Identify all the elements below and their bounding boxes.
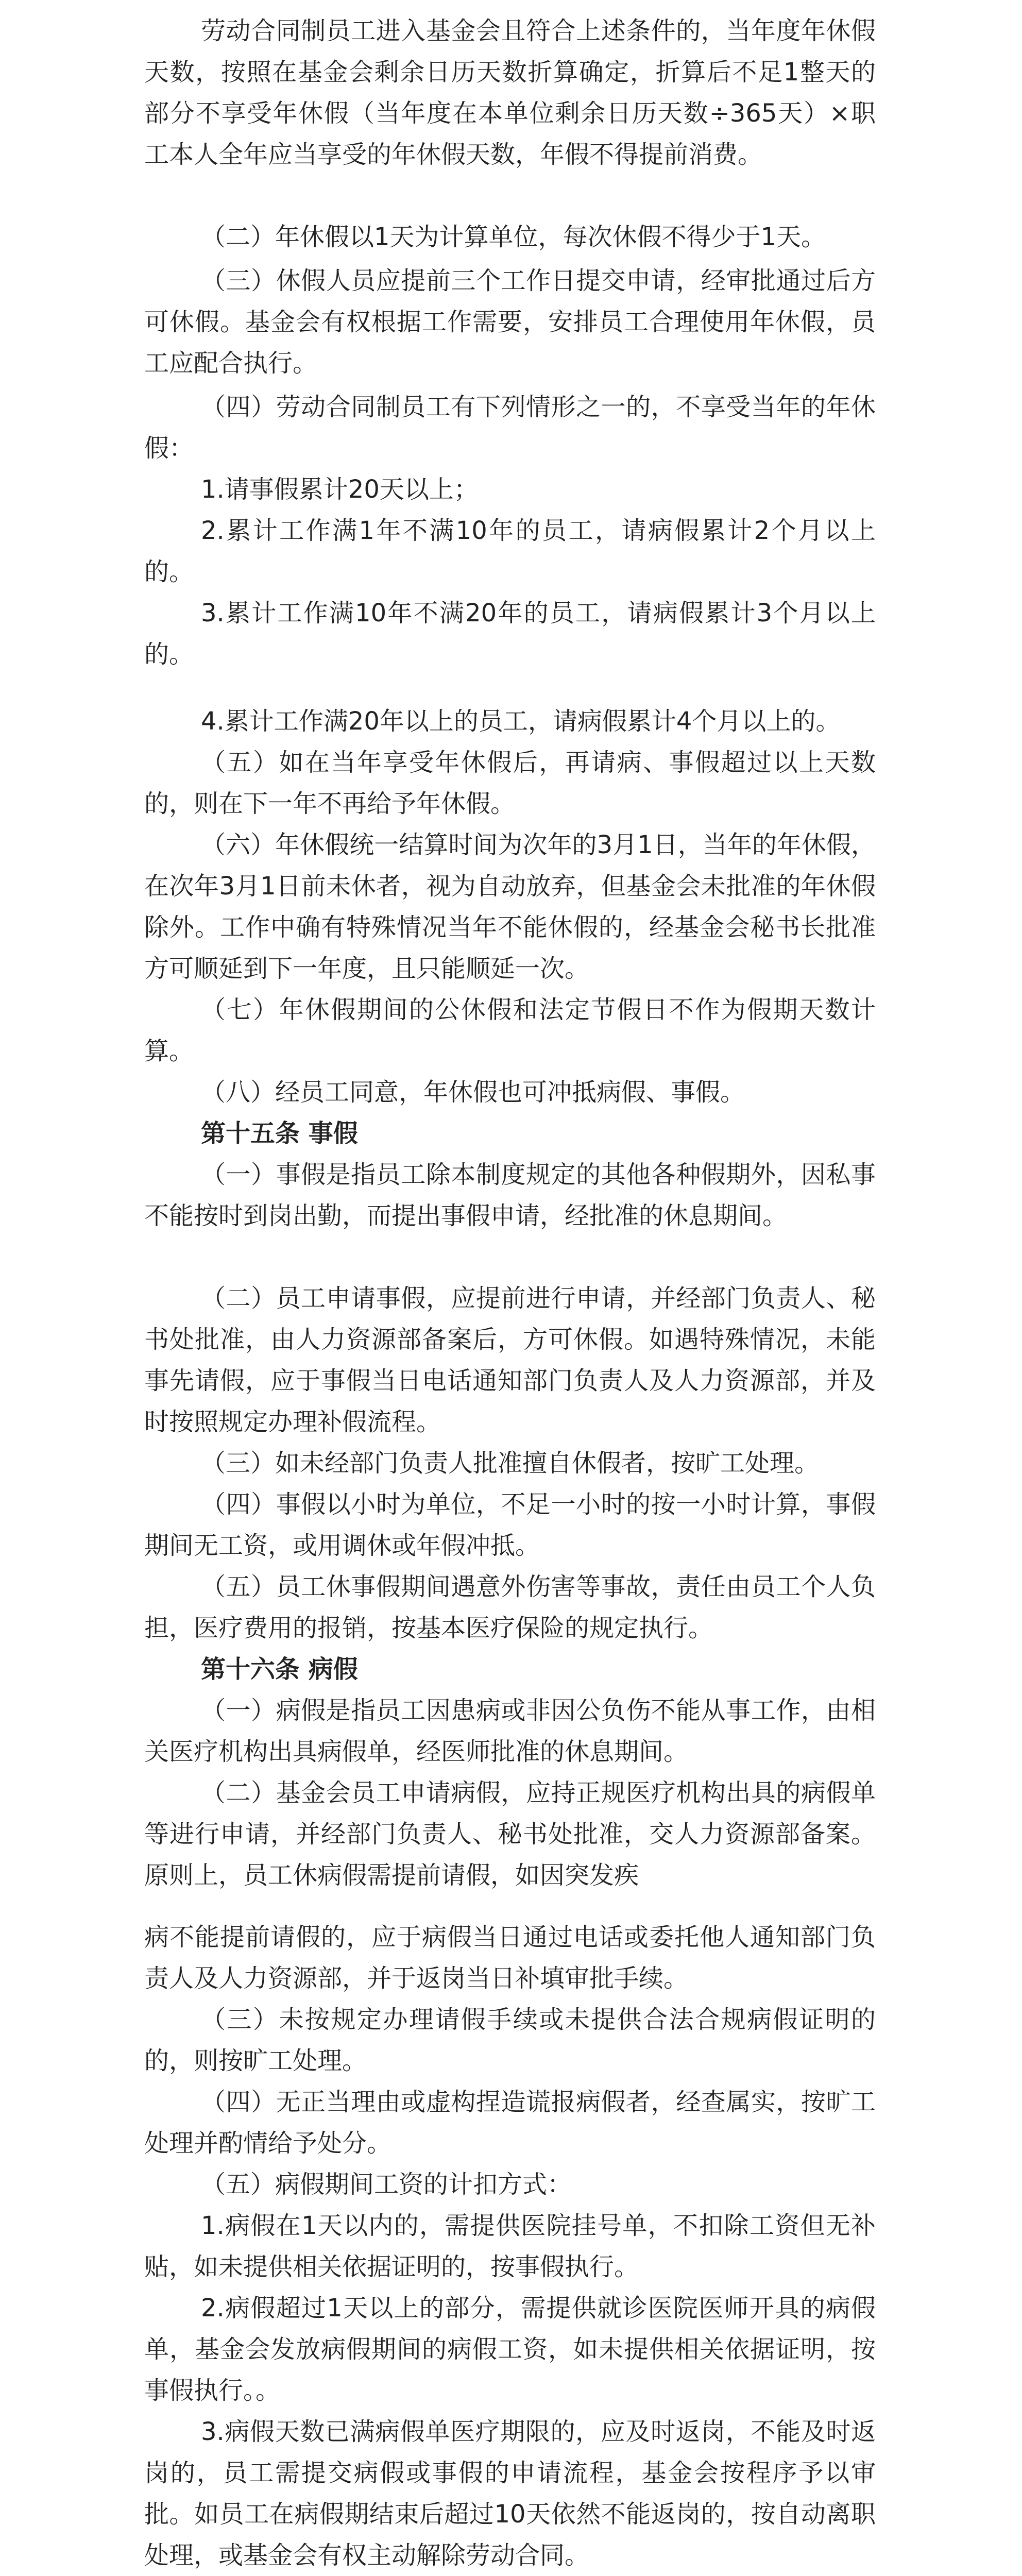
annual-leave-clause-7: （七）年休假期间的公休假和法定节假日不作为假期天数计算。	[144, 995, 876, 1065]
annual-leave-clause-3: （三）休假人员应提前三个工作日提交申请，经审批通过后方可休假。基金会有权根据工作需要，安排员工合理使用年休假，员工应配合执行。	[144, 266, 876, 378]
annual-leave-clause-5: （五）如在当年享受年休假后，再请病、事假超过以上天数的，则在下一年不再给予年休假。	[144, 748, 876, 818]
clause-4-item-2: 2.累计工作满1年不满10年的员工，请病假累计2个月以上的。	[144, 516, 876, 586]
personal-leave-clause-3: （三）如未经部门负责人批准擅自休假者，按旷工处理。	[201, 1449, 820, 1478]
article-15-heading: 第十五条 事假	[201, 1119, 358, 1148]
annual-leave-clause-6: （六）年休假统一结算时间为次年的3月1日，当年的年休假，在次年3月1日前未休者，视为自动放弃，但基金会未批准的年休假除外。工作中确有特殊情况当年不能休假的，经基金会秘书长批准方可顺延到下一年度，且只能顺延一次。	[144, 831, 876, 983]
sick-leave-clause-2-continued: 病不能提前请假的，应于病假当日通过电话或委托他人通知部门负责人及人力资源部，并于返岗当日补填审批手续。	[144, 1923, 876, 1993]
sick-leave-clause-4: （四）无正当理由或虚构捏造谎报病假者，经查属实，按旷工处理并酌情给予处分。	[144, 2088, 876, 2158]
personal-leave-clause-2: （二）员工申请事假，应提前进行申请，并经部门负责人、秘书处批准，由人力资源部备案后，方可休假。如遇特殊情况，未能事先请假，应于事假当日电话通知部门负责人及人力资源部，并及时按照规定办理补假流程。	[144, 1284, 876, 1436]
sick-pay-item-1: 1.病假在1天以内的，需提供医院挂号单，不扣除工资但无补贴，如未提供相关依据证明的，按事假执行。	[144, 2211, 876, 2281]
sick-pay-item-2: 2.病假超过1天以上的部分，需提供就诊医院医师开具的病假单，基金会发放病假期间的病假工资，如未提供相关依据证明，按事假执行。。	[144, 2294, 876, 2405]
clause-4-item-3: 3.累计工作满10年不满20年的员工，请病假累计3个月以上的。	[144, 599, 876, 669]
intro-paragraph: 劳动合同制员工进入基金会且符合上述条件的，当年度年休假天数，按照在基金会剩余日历天数折算确定，折算后不足1整天的部分不享受年休假（当年度在本单位剩余日历天数÷365天）×职工本人全年应当享受的年休假天数，年假不得提前消费。	[144, 16, 876, 169]
personal-leave-clause-5: （五）员工休事假期间遇意外伤害等事故，责任由员工个人负担，医疗费用的报销，按基本医疗保险的规定执行。	[144, 1572, 876, 1642]
article-16-heading: 第十六条 病假	[201, 1655, 358, 1684]
sick-leave-clause-1: （一）病假是指员工因患病或非因公负伤不能从事工作，由相关医疗机构出具病假单，经医师批准的休息期间。	[144, 1696, 876, 1766]
sick-leave-clause-5: （五）病假期间工资的计扣方式：	[201, 2170, 572, 2199]
annual-leave-clause-2: （二）年休假以1天为计算单位，每次休假不得少于1天。	[201, 223, 826, 251]
clause-4-item-4: 4.累计工作满20年以上的员工，请病假累计4个月以上的。	[201, 707, 841, 736]
sick-leave-clause-3: （三）未按规定办理请假手续或未提供合法合规病假证明的的，则按旷工处理。	[144, 2005, 876, 2075]
sick-leave-clause-2: （二）基金会员工申请病假，应持正规医疗机构出具的病假单等进行申请，并经部门负责人、秘书处批准，交人力资源部备案。原则上，员工休病假需提前请假，如因突发疾	[144, 1778, 876, 1890]
personal-leave-clause-4: （四）事假以小时为单位，不足一小时的按一小时计算，事假期间无工资，或用调休或年假冲抵。	[144, 1490, 876, 1560]
sick-pay-item-3: 3.病假天数已满病假单医疗期限的，应及时返岗，不能及时返岗的，员工需提交病假或事假的申请流程，基金会按程序予以审批。如员工在病假期结束后超过10天依然不能返岗的，按自动离职处理，或基金会有权主动解除劳动合同。	[144, 2417, 876, 2570]
annual-leave-clause-4: （四）劳动合同制员工有下列情形之一的，不享受当年的年休假：	[144, 393, 876, 463]
annual-leave-clause-8: （八）经员工同意，年休假也可冲抵病假、事假。	[201, 1078, 745, 1107]
clause-4-item-1: 1.请事假累计20天以上；	[201, 475, 479, 504]
personal-leave-clause-1: （一）事假是指员工除本制度规定的其他各种假期外，因私事不能按时到岗出勤，而提出事假申请，经批准的休息期间。	[144, 1160, 876, 1230]
